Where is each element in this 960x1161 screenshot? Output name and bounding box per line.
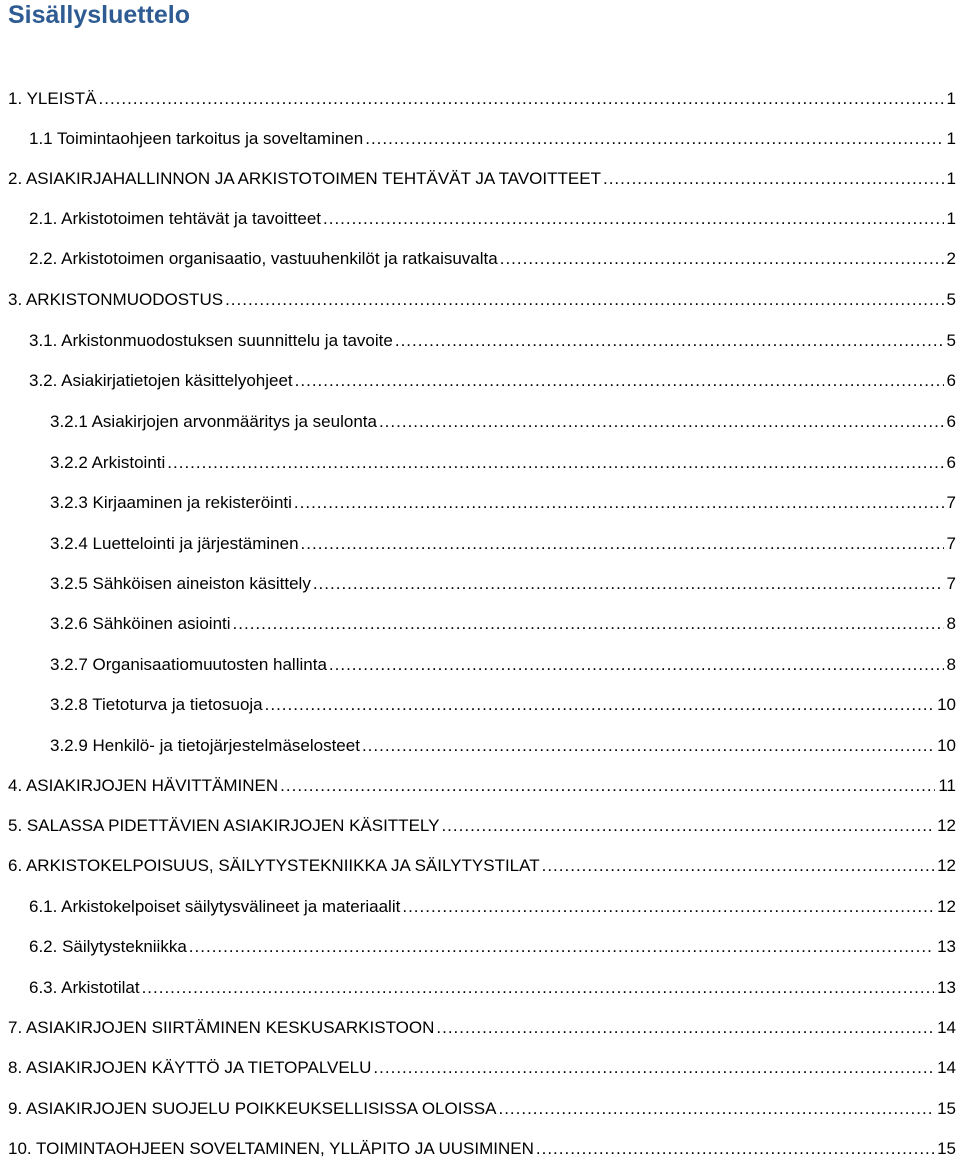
toc-entry[interactable] (8, 813, 956, 837)
toc-entry-label: 7. ASIAKIRJOJEN SIIRTÄMINEN KESKUSARKISTOON (8, 1018, 435, 1037)
toc-entry-page-number: 12 (937, 816, 956, 835)
toc-entry[interactable] (50, 409, 956, 433)
toc-entry-label: 3.2.5 Sähköisen aineiston käsittely (50, 574, 311, 593)
toc-entry-page-number: 5 (946, 331, 956, 350)
toc-entry-label: 6.3. Arkistotilat (29, 978, 140, 997)
toc-entry-label: 3.2.6 Sähköinen asiointi (50, 614, 231, 633)
toc-entry-page-number: 15 (937, 1099, 956, 1118)
toc-entry[interactable] (50, 652, 956, 676)
toc-dot-leader (301, 533, 944, 555)
toc-entry[interactable] (8, 1136, 956, 1160)
toc-entry[interactable] (29, 975, 956, 999)
toc-entry-page-number: 14 (937, 1018, 956, 1037)
toc-entry-page-number: 8 (946, 614, 956, 633)
toc-entry-label: 5. SALASSA PIDETTÄVIEN ASIAKIRJOJEN KÄSITTELY (8, 816, 440, 835)
toc-dot-leader (323, 208, 944, 230)
toc-dot-leader (436, 1017, 934, 1039)
toc-entry[interactable] (29, 934, 956, 958)
toc-entry-label: 4. ASIAKIRJOJEN HÄVITTÄMINEN (8, 776, 279, 795)
toc-dot-leader (167, 452, 943, 474)
toc-entry-page-number: 7 (946, 574, 956, 593)
toc-entry-page-number: 6 (946, 371, 956, 390)
toc-entry-page-number: 15 (937, 1139, 956, 1158)
toc-dot-leader (329, 654, 944, 676)
toc-entry[interactable] (8, 287, 956, 311)
toc-entry-page-number: 10 (937, 736, 956, 755)
toc-entry[interactable] (50, 450, 956, 474)
toc-dot-leader (395, 330, 944, 352)
toc-dot-leader (189, 936, 934, 958)
toc-entry-page-number: 13 (937, 978, 956, 997)
toc-entry-label: 6.2. Säilytystekniikka (29, 937, 187, 956)
toc-entry[interactable] (50, 733, 956, 757)
toc-dot-leader (225, 289, 943, 311)
toc-entry-label: 6. ARKISTOKELPOISUUS, SÄILYTYSTEKNIIKKA JA SÄILYTYSTILAT (8, 856, 540, 875)
toc-dot-leader (441, 815, 934, 837)
toc-entry-label: 3.2.9 Henkilö- ja tietojärjestelmäselosteet (50, 736, 360, 755)
toc-entry-page-number: 1 (946, 129, 956, 148)
toc-entry-label: 3.2.7 Organisaatiomuutosten hallinta (50, 655, 327, 674)
toc-dot-leader (280, 775, 935, 797)
toc-entry-label: 1.1 Toimintaohjeen tarkoitus ja soveltaminen (29, 129, 364, 148)
toc-entry-label: 2.1. Arkistotoimen tehtävät ja tavoitteet (29, 209, 321, 228)
toc-dot-leader (142, 977, 935, 999)
toc-entry-page-number: 7 (946, 534, 956, 553)
toc-entry-page-number: 6 (946, 412, 956, 431)
toc-dot-leader (233, 613, 944, 635)
toc-dot-leader (603, 168, 944, 190)
toc-dot-leader (373, 1057, 934, 1079)
toc-entry[interactable] (8, 166, 956, 190)
toc-entry[interactable] (8, 86, 956, 110)
toc-entry-label: 6.1. Arkistokelpoiset säilytysvälineet ja materiaalit (29, 897, 401, 916)
toc-entry[interactable] (50, 571, 956, 595)
toc-dot-leader (294, 492, 944, 514)
toc-entry-page-number: 1 (946, 209, 956, 228)
toc-dot-leader (498, 1098, 934, 1120)
toc-entry-label: 3.2.3 Kirjaaminen ja rekisteröinti (50, 493, 292, 512)
toc-entry-page-number: 12 (937, 856, 956, 875)
toc-entry-label: 9. ASIAKIRJOJEN SUOJELU POIKKEUKSELLISISSA OLOISSA (8, 1099, 497, 1118)
toc-entry-label: 2. ASIAKIRJAHALLINNON JA ARKISTOTOIMEN TEHTÄVÄT JA TAVOITTEET (8, 169, 601, 188)
toc-dot-leader (265, 694, 934, 716)
toc-entry-label: 3.2. Asiakirjatietojen käsittelyohjeet (29, 371, 293, 390)
toc-entry-page-number: 13 (937, 937, 956, 956)
toc-entry-page-number: 1 (946, 89, 956, 108)
toc-entry-page-number: 6 (946, 453, 956, 472)
toc-entry-page-number: 8 (946, 655, 956, 674)
toc-dot-leader (365, 128, 943, 150)
toc-entry[interactable] (29, 126, 956, 150)
toc-entry[interactable] (29, 894, 956, 918)
toc-entry-label: 3.2.8 Tietoturva ja tietosuoja (50, 695, 263, 714)
toc-dot-leader (500, 248, 944, 270)
toc-dot-leader (402, 896, 934, 918)
toc-entry-page-number: 2 (946, 249, 956, 268)
toc-entry[interactable] (50, 490, 956, 514)
toc-entry-page-number: 5 (946, 290, 956, 309)
toc-entry-page-number: 14 (937, 1058, 956, 1077)
toc-dot-leader (379, 411, 944, 433)
toc-dot-leader (542, 855, 934, 877)
toc-entry-label: 3.2.1 Asiakirjojen arvonmääritys ja seulonta (50, 412, 377, 431)
toc-entry[interactable] (8, 1055, 956, 1079)
toc-entry-page-number: 7 (946, 493, 956, 512)
toc-dot-leader (313, 573, 944, 595)
toc-entry[interactable] (8, 853, 956, 877)
toc-entry[interactable] (50, 692, 956, 716)
toc-entry[interactable] (8, 1096, 956, 1120)
toc-entry[interactable] (29, 246, 956, 270)
toc-entry-label: 3.1. Arkistonmuodostuksen suunnittelu ja tavoite (29, 331, 393, 350)
toc-entry[interactable] (8, 1015, 956, 1039)
page-title: Sisällysluettelo (8, 1, 191, 29)
toc-entry[interactable] (8, 773, 956, 797)
toc-entry-page-number: 12 (937, 897, 956, 916)
toc-entry-label: 8. ASIAKIRJOJEN KÄYTTÖ JA TIETOPALVELU (8, 1058, 372, 1077)
toc-entry-label: 2.2. Arkistotoimen organisaatio, vastuuhenkilöt ja ratkaisuvalta (29, 249, 498, 268)
toc-dot-leader (362, 735, 934, 757)
toc-entry-label: 3.2.4 Luettelointi ja järjestäminen (50, 534, 299, 553)
toc-entry[interactable] (29, 328, 956, 352)
toc-entry-page-number: 1 (946, 169, 956, 188)
toc-entry-label: 3. ARKISTONMUODOSTUS (8, 290, 224, 309)
toc-entry[interactable] (29, 368, 956, 392)
toc-entry-page-number: 10 (937, 695, 956, 714)
toc-entry[interactable] (50, 611, 956, 635)
toc-dot-leader (536, 1138, 934, 1160)
toc-entry-page-number: 11 (938, 776, 956, 795)
toc-dot-leader (99, 88, 944, 110)
toc-entry[interactable] (29, 206, 956, 230)
toc-entry[interactable] (50, 531, 956, 555)
toc-dot-leader (295, 370, 944, 392)
toc-entry-label: 3.2.2 Arkistointi (50, 453, 166, 472)
toc-entry-label: 10. TOIMINTAOHJEEN SOVELTAMINEN, YLLÄPITO JA UUSIMINEN (8, 1139, 534, 1158)
toc-entry-label: 1. YLEISTÄ (8, 89, 97, 108)
